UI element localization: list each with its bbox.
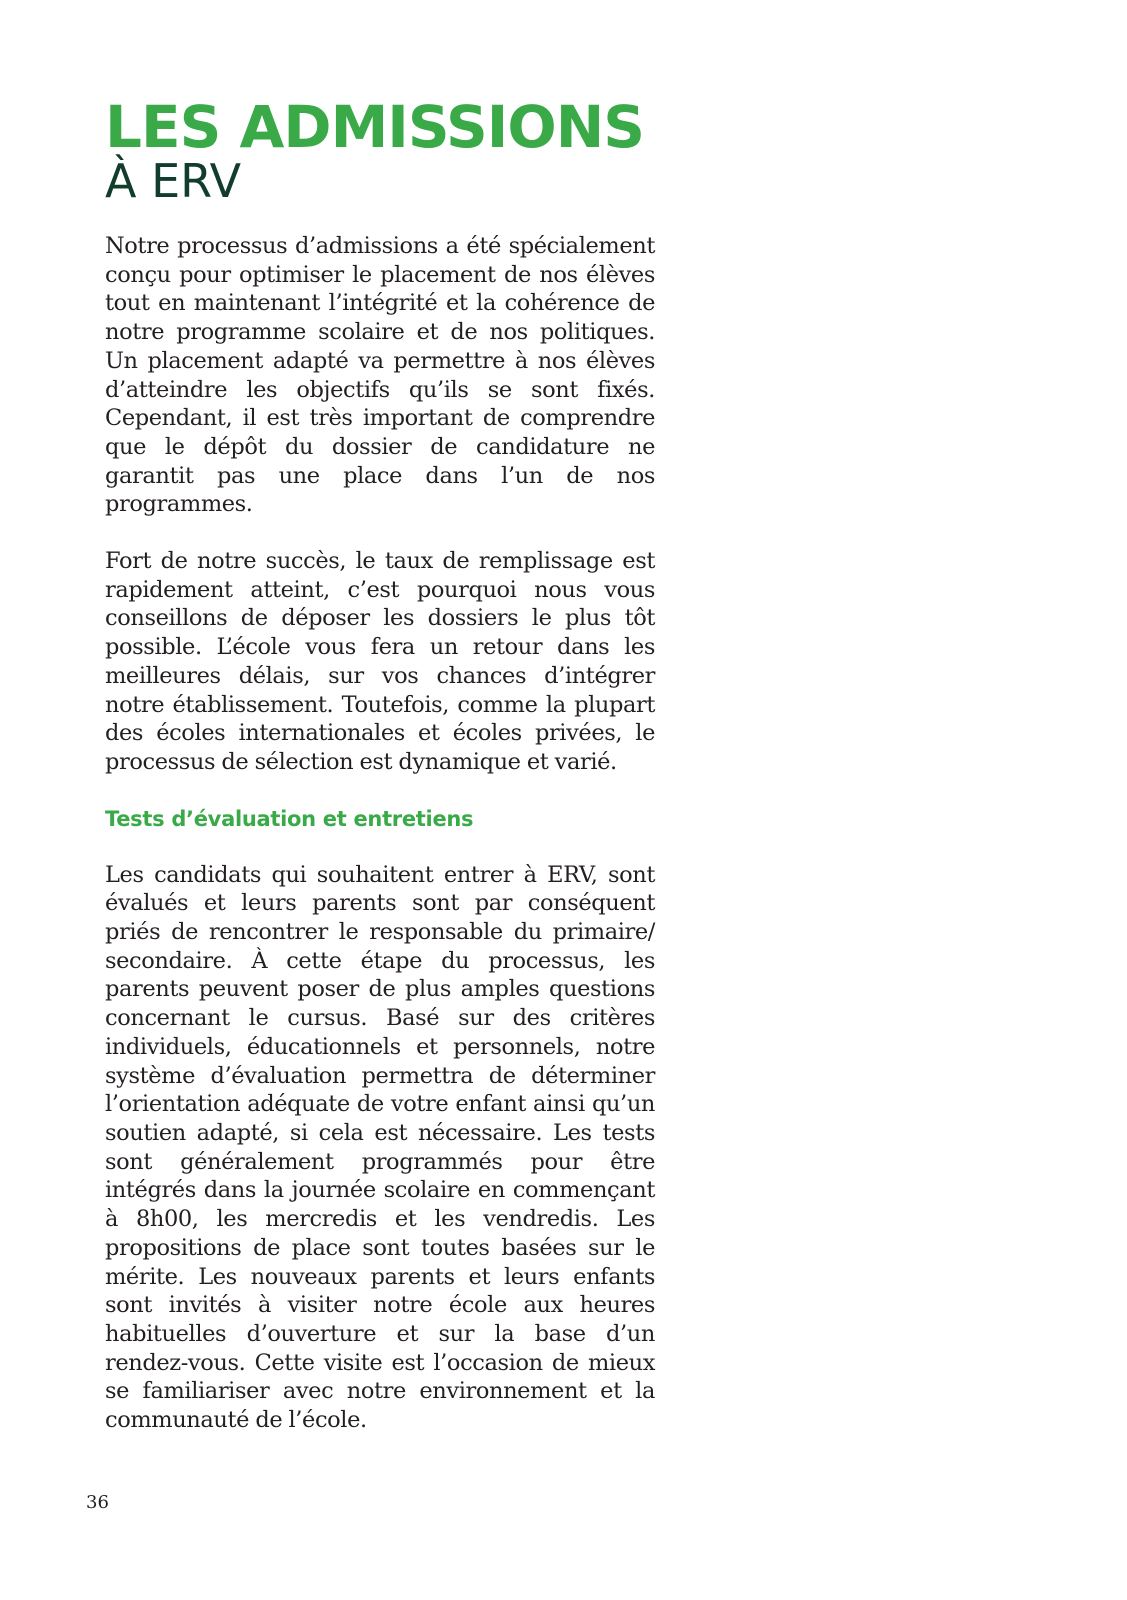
intro-paragraph: Notre processus d’admissions a été spécialement conçu pour optimiser le placement de nos élèves tout en maintenant l’intégrité et la cohérence de notre programme scolaire et de nos politiques. Un placement adapté va permettre à nos élèves d’atteindre les objectifs qu’ils se sont fixés. Cependant, il est très important de comprendre que le dépôt du dossier de candidature ne garantit pas une place dans l’un de nos programmes. <box>105 233 655 518</box>
page-title: LES ADMISSIONS <box>105 93 645 161</box>
page-number: 36 <box>86 1492 109 1513</box>
section-heading: Tests d’évaluation et entretiens <box>105 806 474 831</box>
evaluation-paragraph: Les candidats qui souhaitent entrer à ERV, sont évalués et leurs parents sont par conséquent priés de rencontrer le responsable du primaire/ secondaire. À cette étape du processus, les parents peuvent poser de plus amples questions concernant le cursus. Basé sur des critères individuels, éducationnels et personnels, notre système d’évaluation permettra de déterminer l’orientation adéquate de votre enfant ainsi qu’un soutien adapté, si cela est nécessaire. Les tests sont généralement programmés pour être intégrés dans la journée scolaire en commençant à 8h00, les mercredis et les vendredis. Les propositions de place sont toutes basées sur le mérite. Les nouveaux parents et leurs enfants sont invités à visiter notre école aux heures habituelles d’ouverture et sur la base d’un rendez-vous. Cette visite est l’occasion de mieux se familiariser avec notre environnement et la communauté de l’école. <box>105 861 655 1434</box>
page-subtitle: À ERV <box>105 154 242 208</box>
success-paragraph: Fort de notre succès, le taux de remplissage est rapidement atteint, c’est pourquoi nous vous conseillons de déposer les dossiers le plus tôt possible. L’école vous fera un retour dans les meilleures délais, sur vos chances d’intégrer notre établissement. Toutefois, comme la plupart des écoles internationales et écoles privées, le processus de sélection est dynamique et varié. <box>105 548 655 775</box>
page-content <box>105 92 655 1435</box>
